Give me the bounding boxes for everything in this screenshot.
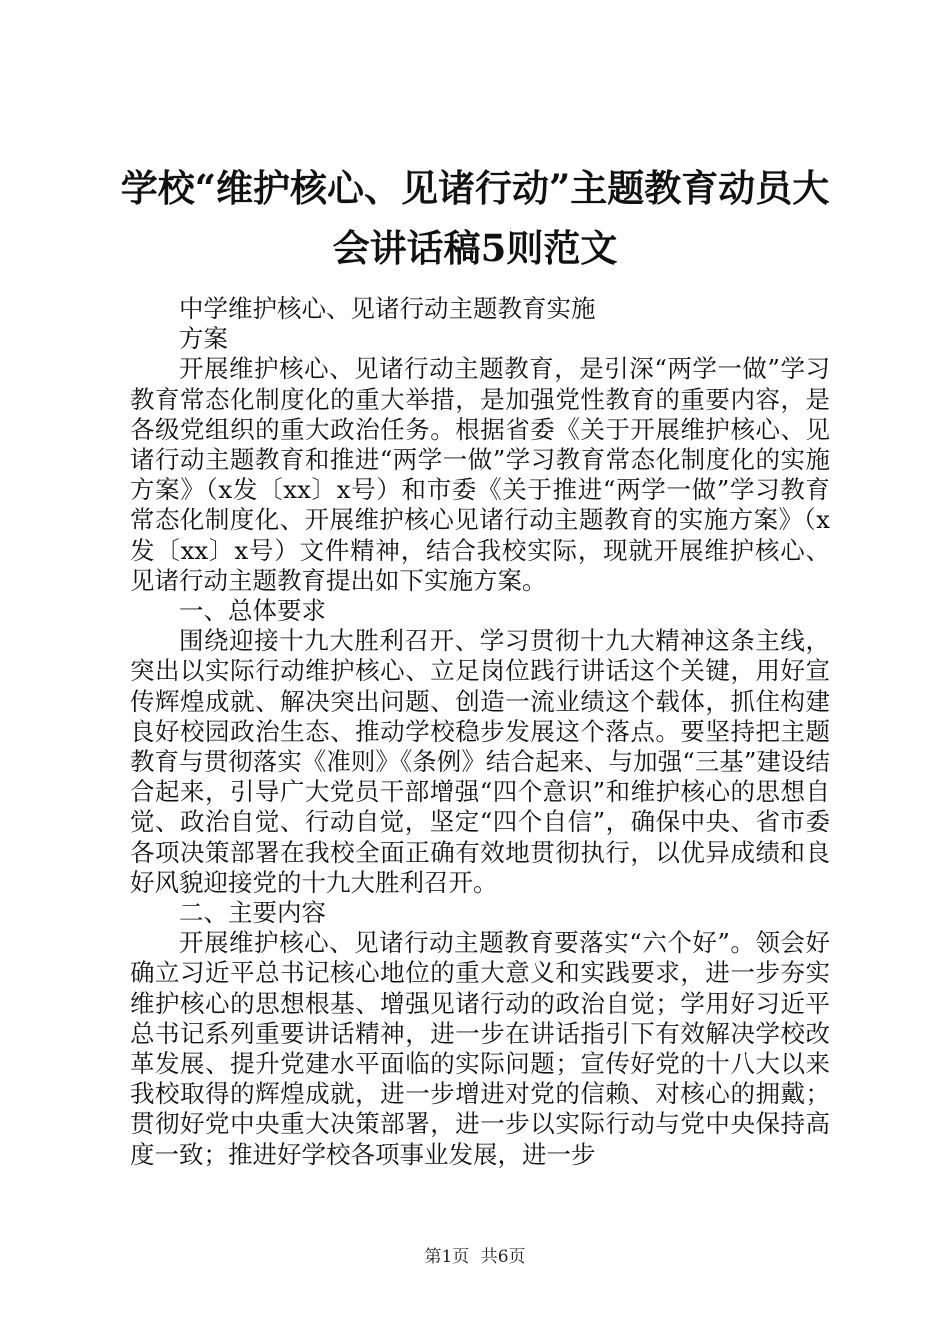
page-number: 第1页	[424, 1247, 470, 1267]
document-body	[130, 294, 830, 1170]
title-line-2: 会讲话稿5则范文	[332, 226, 618, 270]
section-heading-2: 二、主要内容	[179, 898, 326, 928]
paragraph-intro: 开展维护核心、见诸行动主题教育，是引深“两学一做”学习教育常态化制度化的重大举措，是加强党性教育的重要内容，是各级党组织的重大政治任务。根据省委《关于开展维护核心、见诸行动主题教育和推进“两学一做”学习教育常态化制度化的实施方案》（x发〔xx〕x号）和市委《关于推进“两学一做”学习教育常态化制度化、开展维护核心见诸行动主题教育的实施方案》（x发〔xx〕x号）文件精神，结合我校实际，现就开展维护核心、见诸行动主题教育提出如下实施方案。	[130, 354, 830, 595]
subtitle-line-1: 中学维护核心、见诸行动主题教育实施	[179, 294, 596, 323]
page-total: 共6页	[480, 1247, 526, 1267]
paragraph-general-requirements: 围绕迎接十九大胜利召开、学习贯彻十九大精神这条主线，突出以实际行动维护核心、立足岗位践行讲话这个关键，用好宣传辉煌成就、解决突出问题、创造一流业绩这个载体，抓住构建良好校园政治生态、推动学校稳步发展这个落点。要坚持把主题教育与贯彻落实《准则》《条例》结合起来、与加强“三基”建设结合起来，引导广大党员干部增强“四个意识”和维护核心的思想自觉、政治自觉、行动自觉，坚定“四个自信”，确保中央、省市委各项决策部署在我校全面正确有效地贯彻执行，以优异成绩和良好风貌迎接党的十九大胜利召开。	[130, 626, 830, 897]
paragraph-main-content: 开展维护核心、见诸行动主题教育要落实“六个好”。领会好确立习近平总书记核心地位的重大意义和实践要求，进一步夯实维护核心的思想根基、增强见诸行动的政治自觉；学用好习近平总书记系列重要讲话精神，进一步在讲话指引下有效解决学校改革发展、提升党建水平面临的实际问题；宣传好党的十八大以来我校取得的辉煌成就，进一步增进对党的信赖、对核心的拥戴；贯彻好党中央重大决策部署，进一步以实际行动与党中央保持高度一致；推进好学校各项事业发展，进一步	[130, 928, 830, 1169]
section-heading-1: 一、总体要求	[179, 596, 326, 626]
document-title	[110, 158, 840, 278]
subtitle-line-2: 方案	[179, 324, 228, 354]
page-footer	[0, 1242, 950, 1267]
title-line-1: 学校“维护核心、见诸行动”主题教育动员大	[120, 166, 830, 210]
